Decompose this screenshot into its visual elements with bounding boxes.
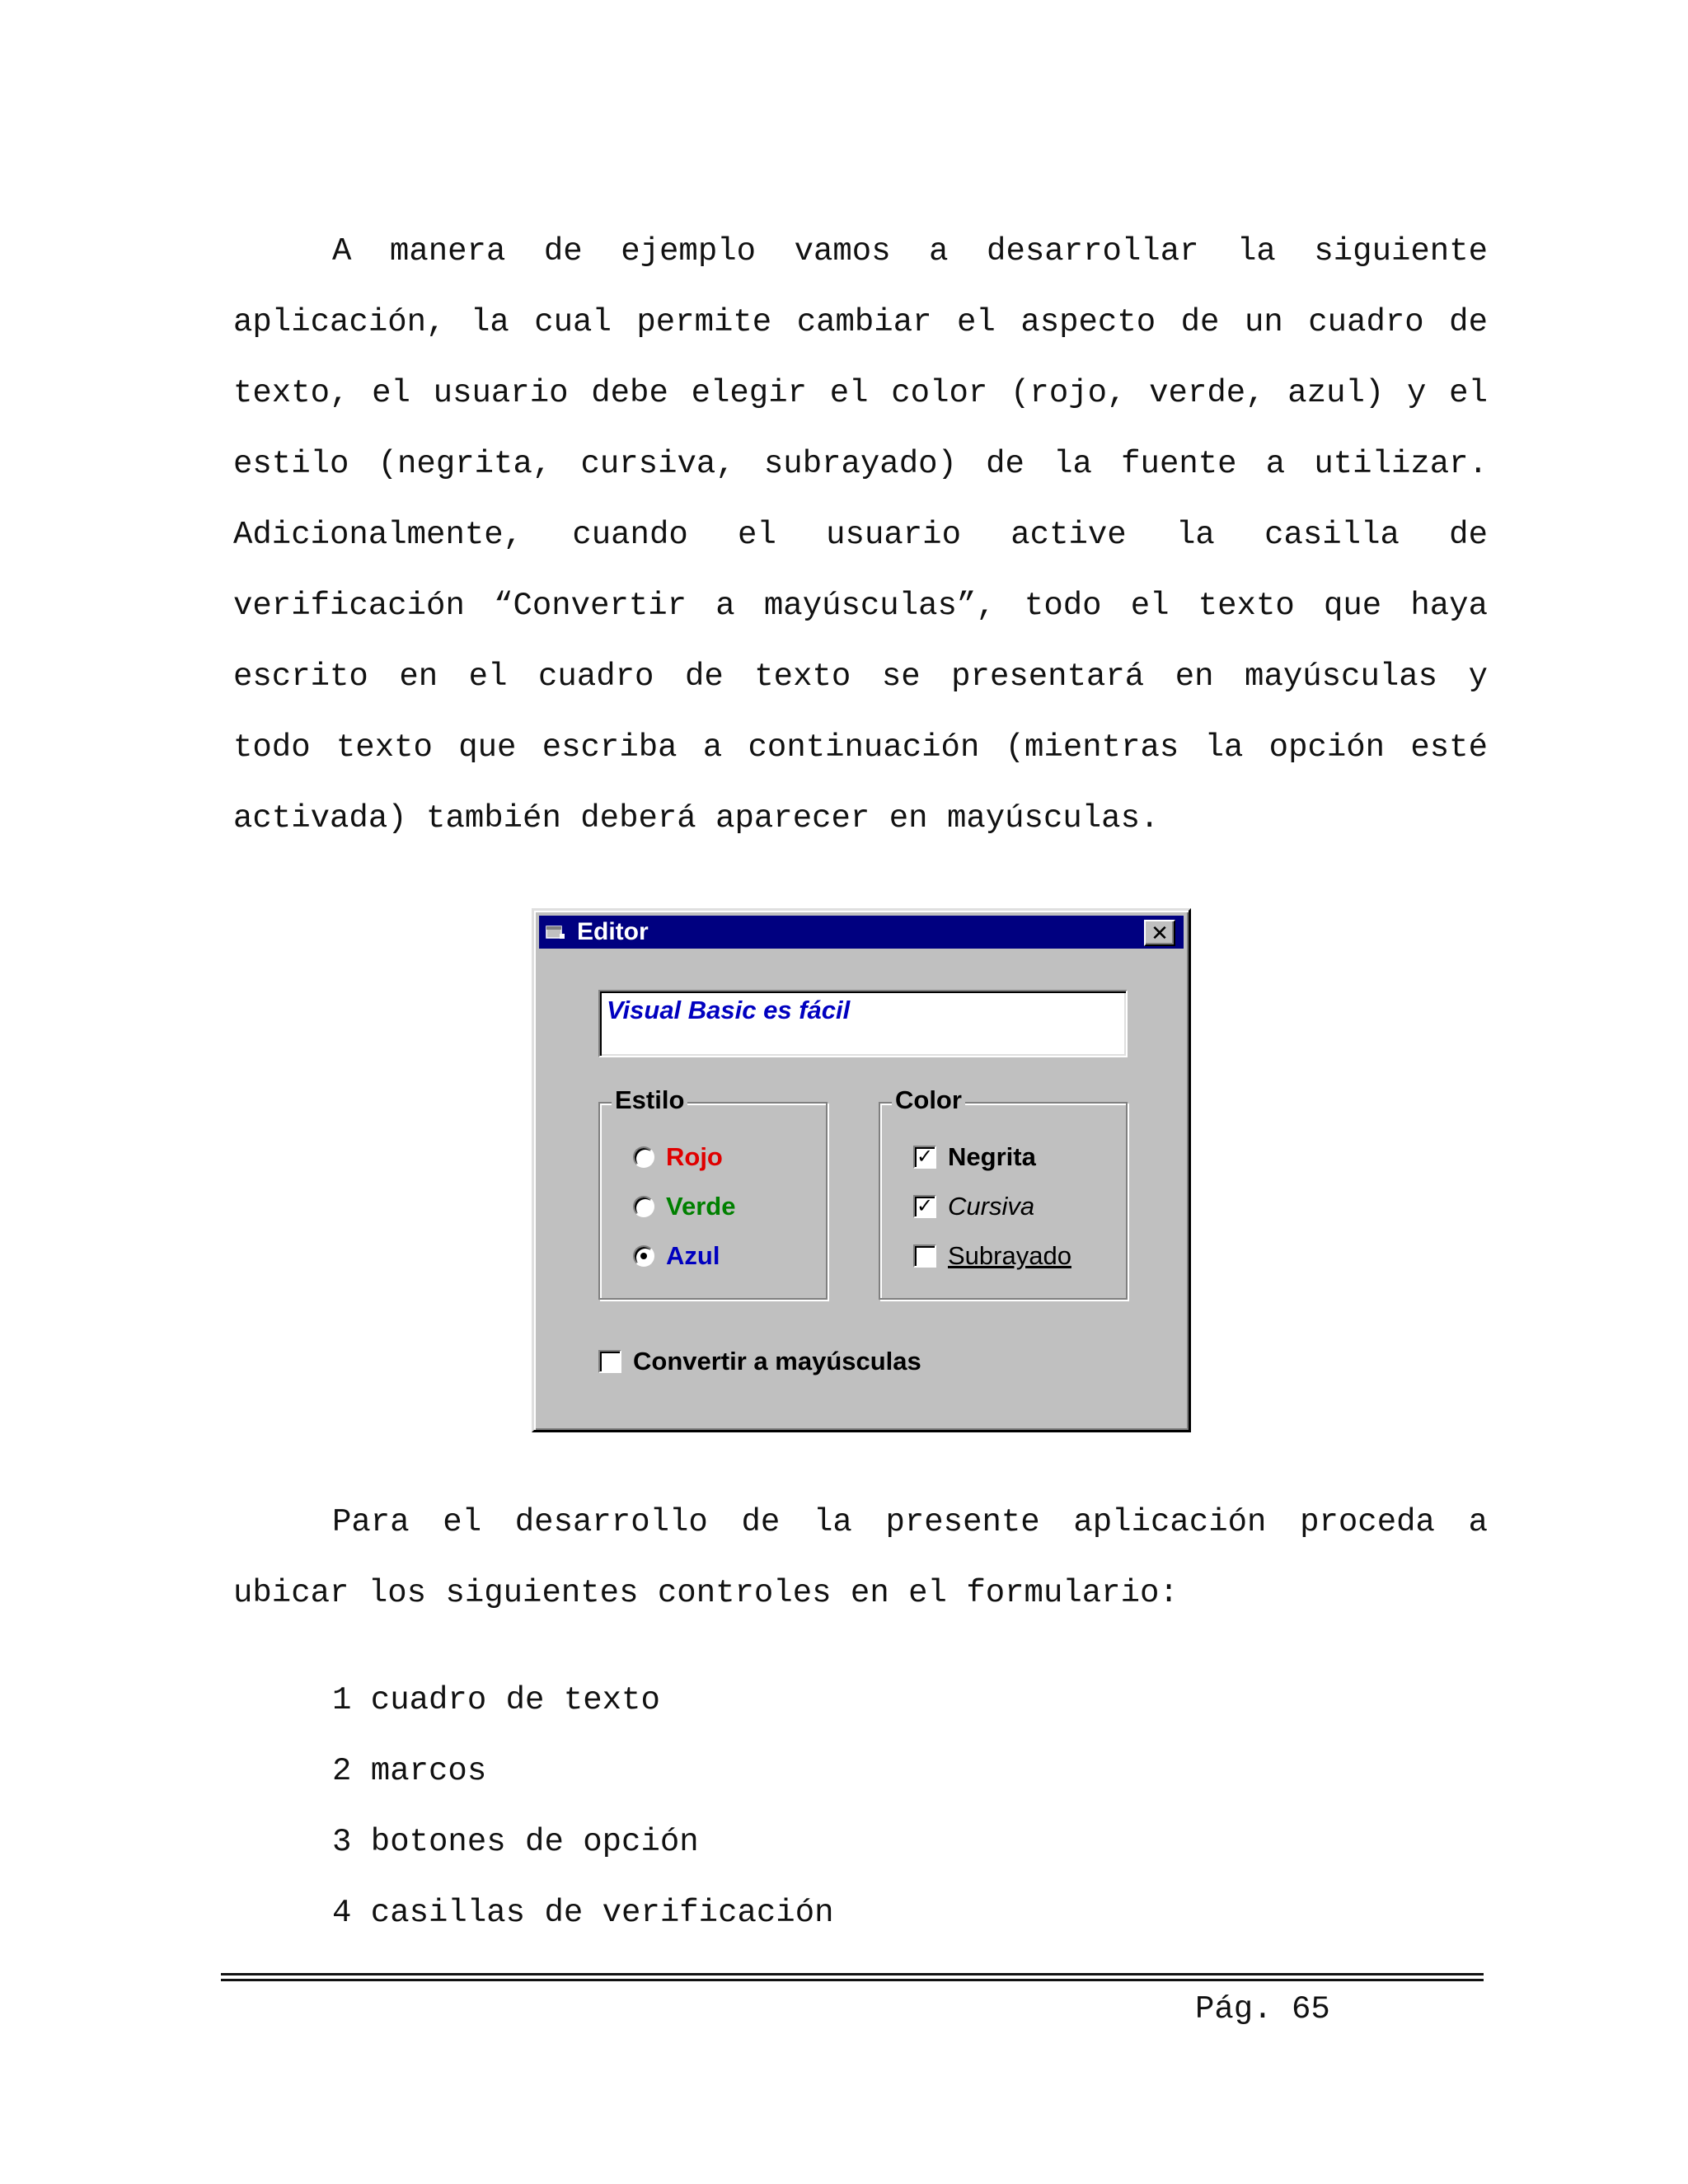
footer-rule xyxy=(221,1979,1484,1981)
window-title: Editor xyxy=(577,918,649,945)
form-icon xyxy=(546,924,565,940)
paragraph-line: escrito en el cuadro de texto se presentará en mayúsculas y xyxy=(233,658,1488,695)
controls-list xyxy=(332,1665,834,1948)
frame-color xyxy=(879,1085,1128,1300)
frame-estilo-label: Estilo xyxy=(612,1084,687,1117)
radio-label: Rojo xyxy=(666,1142,723,1171)
paragraph-line: activada) también deberá aparecer en mayúsculas. xyxy=(233,800,1160,837)
paragraph-line: A manera de ejemplo vamos a desarrollar la siguiente xyxy=(332,233,1488,269)
checkbox-negrita[interactable] xyxy=(913,1137,1036,1178)
list-item: 4 casillas de verificación xyxy=(332,1895,834,1931)
checkbox-label: Negrita xyxy=(948,1142,1036,1171)
frame-color-label: Color xyxy=(892,1084,965,1117)
checkbox-box[interactable] xyxy=(913,1244,936,1268)
editor-window-screenshot xyxy=(532,908,1191,1432)
checkmark-icon[interactable]: ✓ xyxy=(913,1195,936,1218)
paragraph-line: ubicar los siguientes controles en el formulario: xyxy=(233,1575,1179,1611)
checkbox-label: Cursiva xyxy=(948,1192,1035,1221)
radio-label: Verde xyxy=(666,1192,736,1221)
footer-rule xyxy=(221,1973,1484,1975)
radio-button[interactable] xyxy=(633,1146,654,1168)
checkbox-label: Subrayado xyxy=(948,1241,1071,1270)
title-bar xyxy=(539,916,1184,949)
close-icon: ✕ xyxy=(1151,921,1169,945)
radio-button[interactable] xyxy=(633,1196,654,1217)
page-number: Pág. 65 xyxy=(1195,1991,1330,2027)
checkmark-icon[interactable]: ✓ xyxy=(913,1146,936,1169)
close-button[interactable] xyxy=(1144,920,1175,946)
paragraph-line: todo texto que escriba a continuación (mientras la opción esté xyxy=(233,729,1488,766)
radio-rojo[interactable] xyxy=(633,1137,723,1178)
checkbox-label: Convertir a mayúsculas xyxy=(633,1347,921,1376)
list-item: 1 cuadro de texto xyxy=(332,1682,660,1718)
checkbox-convertir[interactable] xyxy=(598,1341,921,1382)
checkbox-box[interactable] xyxy=(598,1350,621,1373)
text-input[interactable]: Visual Basic es fácil xyxy=(598,990,1128,1057)
paragraph-line: Adicionalmente, cuando el usuario active la casilla de xyxy=(233,517,1488,553)
intro-paragraph xyxy=(233,216,1488,854)
radio-azul[interactable] xyxy=(633,1235,720,1277)
checkbox-subrayado[interactable] xyxy=(913,1235,1071,1277)
list-item: 3 botones de opción xyxy=(332,1824,699,1860)
radio-verde[interactable] xyxy=(633,1186,735,1227)
checkbox-cursiva[interactable] xyxy=(913,1186,1034,1227)
list-item: 2 marcos xyxy=(332,1753,487,1789)
paragraph-line: aplicación, la cual permite cambiar el aspecto de un cuadro de xyxy=(233,304,1488,340)
paragraph-line: estilo (negrita, cursiva, subrayado) de la fuente a utilizar. xyxy=(233,446,1488,482)
frame-estilo xyxy=(598,1085,828,1300)
radio-button-selected[interactable] xyxy=(633,1245,654,1267)
paragraph-line: verificación “Convertir a mayúsculas”, todo el texto que haya xyxy=(233,588,1488,624)
paragraph-line: Para el desarrollo de la presente aplicación proceda a xyxy=(332,1504,1488,1540)
radio-label: Azul xyxy=(666,1241,720,1270)
paragraph-line: texto, el usuario debe elegir el color (rojo, verde, azul) y el xyxy=(233,375,1488,411)
instructions-paragraph xyxy=(233,1487,1488,1629)
